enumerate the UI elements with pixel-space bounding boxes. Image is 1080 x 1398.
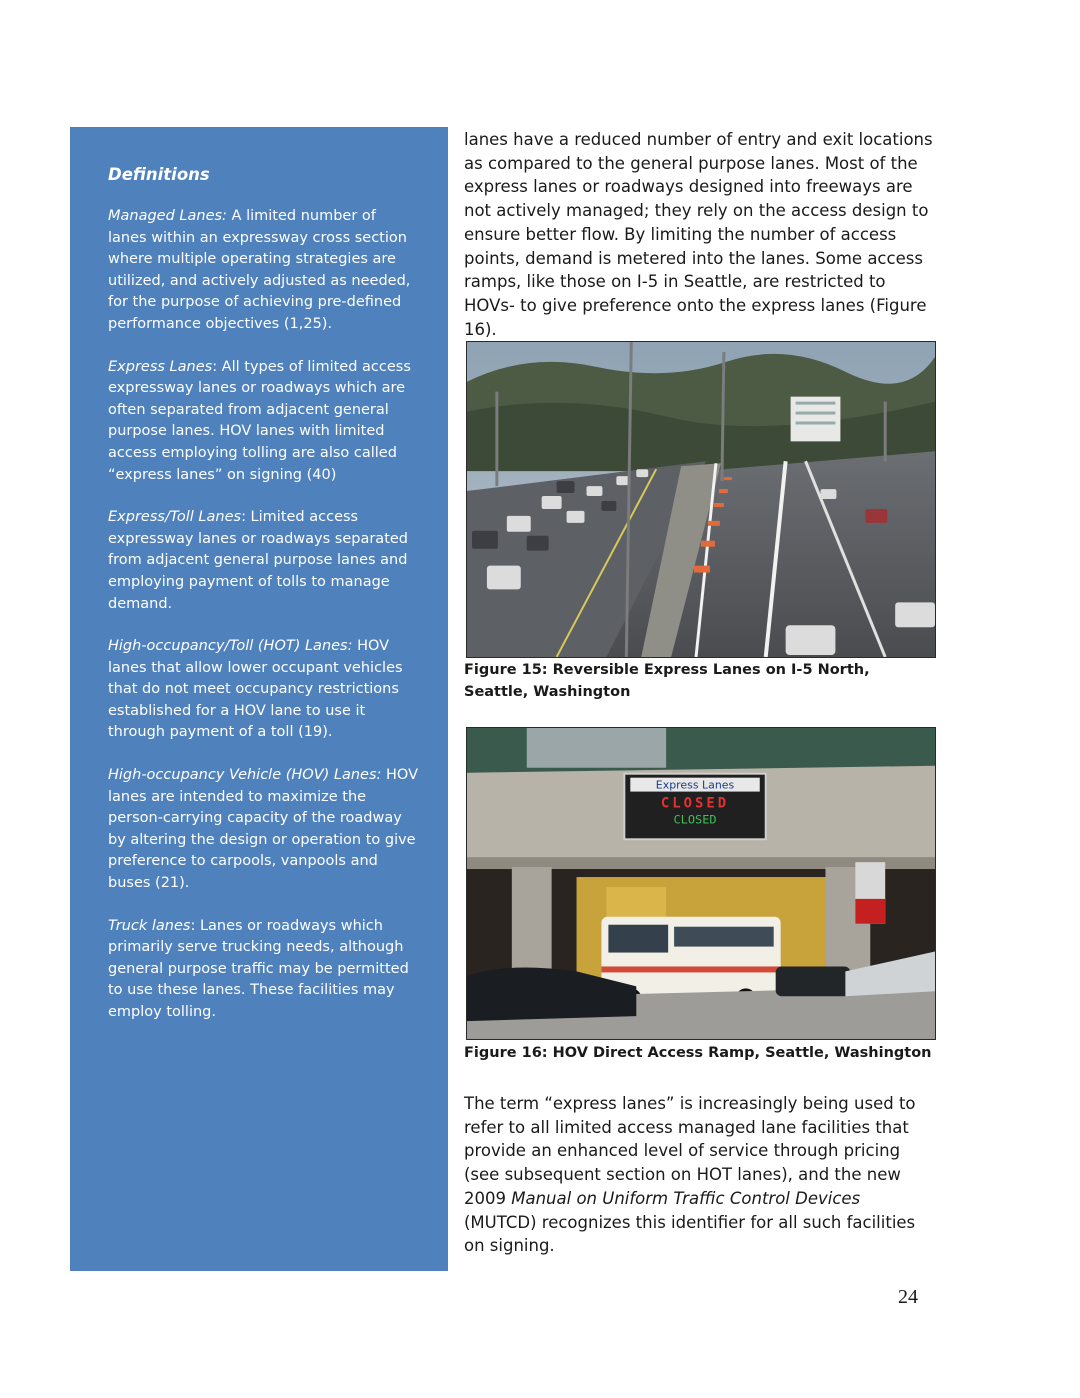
figure-16-photo: [466, 727, 936, 1040]
definition-managed-lanes: [108, 206, 418, 336]
definition-term: Managed Lanes:: [108, 208, 227, 224]
sign-closed-green: CLOSED: [673, 812, 717, 827]
definitions-heading: Definitions: [108, 165, 210, 184]
sign-closed-red: CLOSED: [660, 795, 730, 812]
definition-text: : Lanes or roadways which primarily serve trucking needs, although general purpose traffic may be permitted to use these lanes. These facilities may employ tolling.: [108, 917, 409, 1020]
sign-express-lanes: Express Lanes: [655, 778, 735, 792]
figure-15-photo: [466, 341, 936, 658]
definition-text: : All types of limited access expressway lanes or roadways which are often separated from adjacent general purpose lanes. HOV lanes with limited access employing tolling are also called “express lanes” on signing (40): [108, 358, 411, 483]
closing-paragraph: [464, 1092, 936, 1258]
closing-text-before: The term “express lanes” is increasingly being used to refer to all limited access managed lane facilities that provide an enhanced level of service through pricing (see subsequent section on HOT lanes), and the new 2009: [464, 1094, 916, 1208]
definition-text: HOV lanes are intended to maximize the person-carrying capacity of the roadway by altering the design or operation to give preference to carpools, vanpools and buses (21).: [108, 767, 419, 892]
definition-term: High-occupancy/Toll (HOT) Lanes:: [108, 638, 353, 655]
page-number: 24: [898, 1286, 918, 1308]
intro-paragraph-block: [464, 128, 936, 341]
definition-term: High-occupancy Vehicle (HOV) Lanes:: [108, 767, 382, 784]
figure-15-caption: Figure 15: Reversible Express Lanes on I-5 North, Seattle, Washington: [464, 662, 870, 700]
definition-term: Truck lanes: [108, 917, 191, 934]
definitions-sidebar: [70, 127, 448, 1271]
definition-truck-lanes: [108, 916, 418, 1024]
intro-paragraph: lanes have a reduced number of entry and exit locations as compared to the general purpose lanes. Most of the express lanes or roadways designed into freeways are not actively managed; they rely on the access design to ensure better flow. By limiting the number of access points, demand is metered into the lanes. Some access ramps, like those on I-5 in Seattle, are restricted to HOVs- to give preference onto the express lanes (Figure 16).: [464, 130, 933, 339]
closing-paragraph-block: [464, 1092, 936, 1258]
definition-term: Express Lanes: [108, 358, 213, 375]
definition-express-lanes: [108, 357, 418, 487]
closing-text-after: (MUTCD) recognizes this identifier for all such facilities on signing.: [464, 1212, 916, 1256]
definition-text: HOV lanes that allow lower occupant vehicles that do not meet occupancy restrictions established for a HOV lane to use it through payment of a toll (19).: [108, 638, 403, 741]
mutcd-title: Manual on Uniform Traffic Control Devices: [511, 1188, 861, 1208]
definition-term: Express/Toll Lanes: [108, 509, 242, 526]
definition-hov-lanes: [108, 765, 418, 895]
definition-hot-lanes: [108, 636, 418, 744]
figure-16-caption: Figure 16: HOV Direct Access Ramp, Seattle, Washington: [464, 1045, 932, 1061]
definition-express-toll-lanes: [108, 507, 418, 615]
definition-text: : Limited access expressway lanes or roadways separated from adjacent general purpose lanes and employing payment of tolls to manage demand.: [108, 509, 409, 612]
definition-text: A limited number of lanes within an expressway cross section where multiple operating strategies are utilized, and actively adjusted as needed, for the purpose of achieving pre-defined performance objectives (1,25).: [108, 208, 411, 332]
